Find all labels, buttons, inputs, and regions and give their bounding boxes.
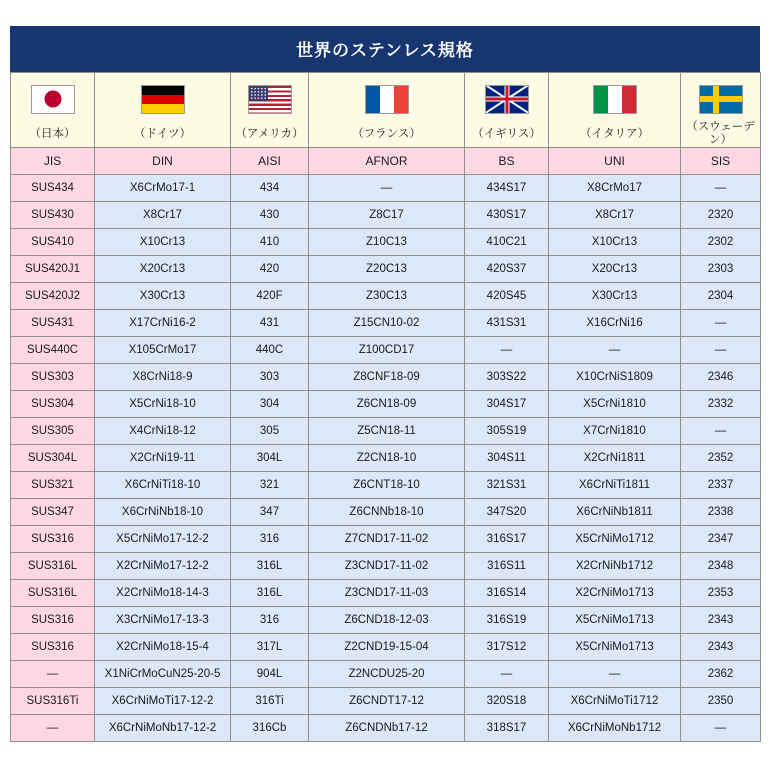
cell-din: X1NiCrMoCuN25-20-5 [95, 661, 231, 688]
cell-aisi: 305 [231, 418, 309, 445]
cell-sis: 2348 [681, 553, 761, 580]
cell-afnor: Z6CNDT17-12 [309, 688, 465, 715]
cell-din: X8Cr17 [95, 202, 231, 229]
cell-din: X5CrNi18-10 [95, 391, 231, 418]
cell-afnor: Z3CND17-11-03 [309, 580, 465, 607]
flag-cell-japan [11, 73, 95, 122]
country-label-japan: （日本） [11, 121, 95, 148]
table-row [11, 364, 761, 391]
cell-jis: SUS410 [11, 229, 95, 256]
flag-france-icon [365, 85, 409, 114]
cell-aisi: 317L [231, 634, 309, 661]
table-row [11, 634, 761, 661]
cell-afnor: Z8C17 [309, 202, 465, 229]
standard-name-sis: SIS [681, 148, 761, 175]
cell-uni: X8Cr17 [549, 202, 681, 229]
cell-sis: 2350 [681, 688, 761, 715]
cell-uni: — [549, 661, 681, 688]
cell-aisi: 420 [231, 256, 309, 283]
cell-din: X6CrNiMoNb17-12-2 [95, 715, 231, 742]
flag-germany-icon [141, 85, 185, 114]
cell-sis: 2303 [681, 256, 761, 283]
cell-bs: 316S19 [465, 607, 549, 634]
cell-afnor: Z10C13 [309, 229, 465, 256]
cell-aisi: 304L [231, 445, 309, 472]
country-header-row [11, 121, 761, 148]
stainless-standards-table [10, 72, 761, 742]
cell-afnor: Z2CND19-15-04 [309, 634, 465, 661]
cell-jis: SUS440C [11, 337, 95, 364]
cell-aisi: 316 [231, 607, 309, 634]
cell-sis: 2337 [681, 472, 761, 499]
cell-uni: X2CrNi1811 [549, 445, 681, 472]
cell-uni: X5CrNiMo1713 [549, 634, 681, 661]
cell-afnor: Z6CND18-12-03 [309, 607, 465, 634]
cell-bs: 316S11 [465, 553, 549, 580]
cell-jis: SUS316 [11, 634, 95, 661]
cell-aisi: 410 [231, 229, 309, 256]
cell-jis: SUS316L [11, 580, 95, 607]
flag-cell-usa [231, 73, 309, 122]
cell-afnor: Z5CN18-11 [309, 418, 465, 445]
country-label-germany: （ドイツ） [95, 121, 231, 148]
cell-afnor: Z2NCDU25-20 [309, 661, 465, 688]
cell-aisi: 316Ti [231, 688, 309, 715]
cell-aisi: 434 [231, 175, 309, 202]
flag-header-row [11, 73, 761, 122]
table-row [11, 418, 761, 445]
cell-uni: X2CrNiMo1713 [549, 580, 681, 607]
cell-jis: SUS303 [11, 364, 95, 391]
cell-jis: SUS420J2 [11, 283, 95, 310]
cell-uni: X2CrNiNb1712 [549, 553, 681, 580]
cell-bs: 321S31 [465, 472, 549, 499]
cell-din: X3CrNiMo17-13-3 [95, 607, 231, 634]
table-row [11, 337, 761, 364]
cell-din: X2CrNiMo18-14-3 [95, 580, 231, 607]
cell-bs: 317S12 [465, 634, 549, 661]
table-row [11, 445, 761, 472]
cell-din: X8CrNi18-9 [95, 364, 231, 391]
table-body [11, 73, 761, 742]
standard-name-bs: BS [465, 148, 549, 175]
flag-usa-icon [248, 85, 292, 114]
flag-cell-france [309, 73, 465, 122]
cell-aisi: 904L [231, 661, 309, 688]
cell-bs: 347S20 [465, 499, 549, 526]
cell-jis: — [11, 661, 95, 688]
cell-jis: — [11, 715, 95, 742]
cell-bs: — [465, 661, 549, 688]
cell-afnor: Z6CN18-09 [309, 391, 465, 418]
cell-jis: SUS321 [11, 472, 95, 499]
cell-sis: 2346 [681, 364, 761, 391]
cell-afnor: — [309, 175, 465, 202]
cell-uni: X10CrNiS1809 [549, 364, 681, 391]
cell-aisi: 316 [231, 526, 309, 553]
table-row [11, 229, 761, 256]
table-row [11, 607, 761, 634]
cell-din: X5CrNiMo17-12-2 [95, 526, 231, 553]
cell-afnor: Z30C13 [309, 283, 465, 310]
cell-sis: 2343 [681, 634, 761, 661]
cell-bs: 320S18 [465, 688, 549, 715]
cell-sis: 2338 [681, 499, 761, 526]
cell-bs: 303S22 [465, 364, 549, 391]
cell-jis: SUS316 [11, 607, 95, 634]
cell-sis: 2304 [681, 283, 761, 310]
cell-aisi: 347 [231, 499, 309, 526]
table-row [11, 661, 761, 688]
country-label-sweden: （スウェーデン） [681, 121, 761, 148]
cell-sis: 2302 [681, 229, 761, 256]
standard-name-jis: JIS [11, 148, 95, 175]
table-row [11, 580, 761, 607]
cell-jis: SUS420J1 [11, 256, 95, 283]
cell-din: X2CrNiMo18-15-4 [95, 634, 231, 661]
cell-afnor: Z7CND17-11-02 [309, 526, 465, 553]
cell-sis: 2362 [681, 661, 761, 688]
cell-din: X6CrMo17-1 [95, 175, 231, 202]
cell-afnor: Z6CNNb18-10 [309, 499, 465, 526]
cell-uni: X6CrNiNb1811 [549, 499, 681, 526]
standard-header-row [11, 148, 761, 175]
cell-uni: X20Cr13 [549, 256, 681, 283]
flag-cell-germany [95, 73, 231, 122]
cell-din: X2CrNiMo17-12-2 [95, 553, 231, 580]
table-row [11, 391, 761, 418]
cell-aisi: 316L [231, 580, 309, 607]
table-row [11, 553, 761, 580]
cell-uni: X5CrNiMo1713 [549, 607, 681, 634]
table-row [11, 202, 761, 229]
country-label-usa: （アメリカ） [231, 121, 309, 148]
cell-bs: 305S19 [465, 418, 549, 445]
flag-japan-icon [31, 85, 75, 114]
cell-jis: SUS304L [11, 445, 95, 472]
cell-din: X17CrNi16-2 [95, 310, 231, 337]
standard-name-aisi: AISI [231, 148, 309, 175]
cell-sis: — [681, 715, 761, 742]
cell-din: X6CrNiMoTi17-12-2 [95, 688, 231, 715]
table-row [11, 499, 761, 526]
cell-sis: — [681, 418, 761, 445]
country-label-italy: （イタリア） [549, 121, 681, 148]
cell-uni: X6CrNiMoNb1712 [549, 715, 681, 742]
table-row [11, 472, 761, 499]
flag-cell-uk [465, 73, 549, 122]
page-title: 世界のステンレス規格 [10, 26, 760, 72]
cell-aisi: 431 [231, 310, 309, 337]
cell-bs: 318S17 [465, 715, 549, 742]
cell-afnor: Z2CN18-10 [309, 445, 465, 472]
cell-afnor: Z15CN10-02 [309, 310, 465, 337]
standard-name-uni: UNI [549, 148, 681, 175]
standard-name-afnor: AFNOR [309, 148, 465, 175]
cell-din: X2CrNi19-11 [95, 445, 231, 472]
standard-name-din: DIN [95, 148, 231, 175]
cell-bs: — [465, 337, 549, 364]
cell-din: X10Cr13 [95, 229, 231, 256]
cell-afnor: Z20C13 [309, 256, 465, 283]
cell-uni: — [549, 337, 681, 364]
cell-jis: SUS316L [11, 553, 95, 580]
cell-aisi: 430 [231, 202, 309, 229]
table-row [11, 715, 761, 742]
cell-jis: SUS304 [11, 391, 95, 418]
cell-afnor: Z3CND17-11-02 [309, 553, 465, 580]
table-row [11, 688, 761, 715]
flag-italy-icon [593, 85, 637, 114]
cell-bs: 420S37 [465, 256, 549, 283]
cell-uni: X7CrNi1810 [549, 418, 681, 445]
cell-aisi: 440C [231, 337, 309, 364]
table-row [11, 175, 761, 202]
cell-jis: SUS347 [11, 499, 95, 526]
cell-bs: 420S45 [465, 283, 549, 310]
cell-sis: 2343 [681, 607, 761, 634]
cell-aisi: 420F [231, 283, 309, 310]
cell-jis: SUS316Ti [11, 688, 95, 715]
cell-sis: 2320 [681, 202, 761, 229]
cell-uni: X5CrNiMo1712 [549, 526, 681, 553]
table-row [11, 526, 761, 553]
cell-afnor: Z6CNDNb17-12 [309, 715, 465, 742]
cell-afnor: Z8CNF18-09 [309, 364, 465, 391]
cell-bs: 430S17 [465, 202, 549, 229]
cell-sis: 2352 [681, 445, 761, 472]
cell-din: X105CrMo17 [95, 337, 231, 364]
cell-jis: SUS434 [11, 175, 95, 202]
cell-aisi: 303 [231, 364, 309, 391]
flag-sweden-icon [699, 85, 743, 114]
cell-jis: SUS430 [11, 202, 95, 229]
table-row [11, 256, 761, 283]
cell-uni: X30Cr13 [549, 283, 681, 310]
flag-uk-icon [485, 85, 529, 114]
table-row [11, 310, 761, 337]
cell-uni: X8CrMo17 [549, 175, 681, 202]
cell-aisi: 316Cb [231, 715, 309, 742]
cell-sis: — [681, 175, 761, 202]
cell-jis: SUS316 [11, 526, 95, 553]
cell-sis: 2347 [681, 526, 761, 553]
cell-bs: 410C21 [465, 229, 549, 256]
cell-jis: SUS431 [11, 310, 95, 337]
cell-bs: 316S17 [465, 526, 549, 553]
cell-bs: 434S17 [465, 175, 549, 202]
cell-din: X20Cr13 [95, 256, 231, 283]
cell-uni: X6CrNiTi1811 [549, 472, 681, 499]
flag-cell-sweden [681, 73, 761, 122]
cell-sis: 2332 [681, 391, 761, 418]
cell-din: X4CrNi18-12 [95, 418, 231, 445]
cell-bs: 304S11 [465, 445, 549, 472]
cell-afnor: Z100CD17 [309, 337, 465, 364]
cell-bs: 316S14 [465, 580, 549, 607]
table-row [11, 283, 761, 310]
cell-afnor: Z6CNT18-10 [309, 472, 465, 499]
cell-bs: 304S17 [465, 391, 549, 418]
cell-aisi: 321 [231, 472, 309, 499]
cell-uni: X16CrNi16 [549, 310, 681, 337]
cell-sis: 2353 [681, 580, 761, 607]
cell-din: X6CrNiNb18-10 [95, 499, 231, 526]
cell-aisi: 316L [231, 553, 309, 580]
cell-bs: 431S31 [465, 310, 549, 337]
cell-sis: — [681, 337, 761, 364]
cell-uni: X10Cr13 [549, 229, 681, 256]
cell-uni: X6CrNiMoTi1712 [549, 688, 681, 715]
cell-aisi: 304 [231, 391, 309, 418]
flag-cell-italy [549, 73, 681, 122]
cell-jis: SUS305 [11, 418, 95, 445]
country-label-france: （フランス） [309, 121, 465, 148]
cell-din: X30Cr13 [95, 283, 231, 310]
cell-sis: — [681, 310, 761, 337]
cell-din: X6CrNiTi18-10 [95, 472, 231, 499]
cell-uni: X5CrNi1810 [549, 391, 681, 418]
country-label-uk: （イギリス） [465, 121, 549, 148]
